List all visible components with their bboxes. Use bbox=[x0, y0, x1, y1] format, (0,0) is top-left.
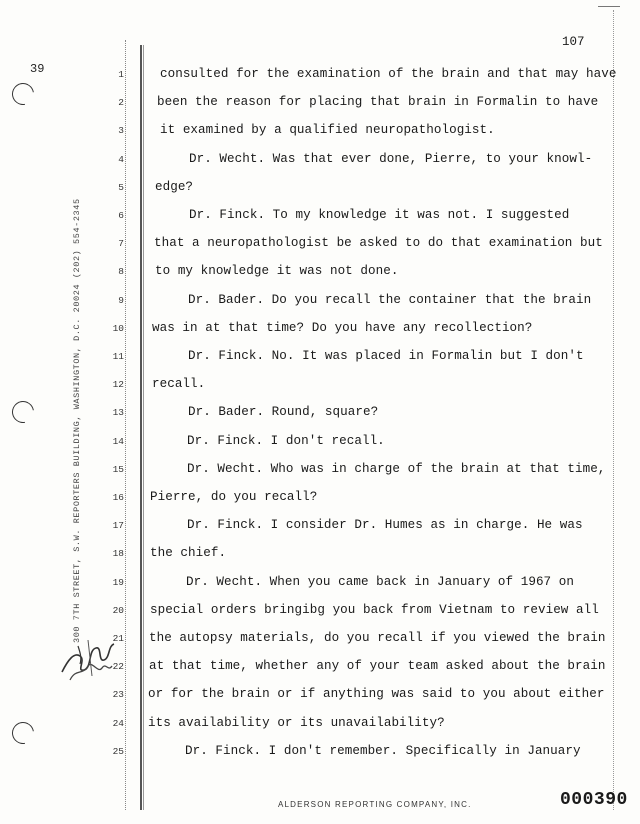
line-number: 23 bbox=[112, 689, 124, 701]
line-number: 1 bbox=[118, 69, 124, 80]
top-edge-mark bbox=[598, 6, 620, 7]
transcript-line: Dr. Finck. I don't recall. bbox=[187, 433, 385, 448]
right-margin-rule bbox=[613, 10, 614, 810]
line-number: 22 bbox=[112, 661, 124, 673]
line-number: 24 bbox=[112, 717, 124, 729]
line-number: 19 bbox=[112, 576, 124, 588]
line-number: 6 bbox=[118, 210, 124, 221]
line-number: 14 bbox=[112, 435, 124, 447]
line-number: 25 bbox=[112, 745, 124, 757]
page-number: 107 bbox=[562, 35, 585, 49]
transcript-line: it examined by a qualified neuropathologist. bbox=[160, 123, 495, 138]
transcript-line: Dr. Bader. Round, square? bbox=[188, 405, 379, 420]
line-number: 12 bbox=[112, 379, 124, 391]
line-number: 16 bbox=[112, 492, 124, 503]
transcript-line: consulted for the examination of the brain and that may have bbox=[160, 67, 617, 81]
line-number: 13 bbox=[112, 407, 124, 419]
transcript-line: Dr. Finck. I don't remember. Specifically in January bbox=[185, 743, 581, 758]
line-number: 3 bbox=[118, 125, 124, 137]
line-number: 2 bbox=[118, 97, 124, 109]
handwritten-initials bbox=[58, 632, 118, 688]
line-number: 20 bbox=[112, 604, 124, 616]
transcript-line: that a neuropathologist be asked to do that examination but bbox=[154, 236, 603, 251]
transcript-line: was in at that time? Do you have any recollection? bbox=[152, 320, 533, 335]
transcript-line: recall. bbox=[152, 377, 206, 392]
reporting-company-footer: ALDERSON REPORTING COMPANY, INC. bbox=[278, 800, 472, 809]
line-number: 15 bbox=[112, 463, 124, 475]
line-number: 9 bbox=[118, 294, 124, 306]
transcript-line: at that time, whether any of your team asked about the brain bbox=[149, 659, 606, 674]
margin-rule-solid bbox=[140, 45, 142, 810]
line-number: 17 bbox=[112, 520, 124, 532]
line-number: 11 bbox=[112, 351, 124, 362]
transcript-line: Dr. Wecht. Was that ever done, Pierre, to your knowl- bbox=[189, 151, 593, 166]
line-number: 4 bbox=[118, 153, 124, 165]
transcript-line: Dr. Finck. To my knowledge it was not. I suggested bbox=[189, 208, 570, 222]
transcript-line: its availability or its unavailability? bbox=[148, 715, 445, 730]
transcript-line: Pierre, do you recall? bbox=[150, 490, 318, 504]
transcript-line: edge? bbox=[155, 179, 194, 194]
transcript-line: the autopsy materials, do you recall if you viewed the brain bbox=[149, 631, 606, 645]
transcript-line: Dr. Finck. No. It was placed in Formalin but I don't bbox=[188, 349, 584, 363]
transcript-line: Dr. Finck. I consider Dr. Humes as in charge. He was bbox=[187, 518, 583, 533]
line-number: 7 bbox=[118, 238, 124, 250]
document-control-number: 000390 bbox=[560, 790, 628, 810]
punch-hole-top bbox=[8, 79, 39, 110]
transcript-line: been the reason for placing that brain in Formalin to have bbox=[157, 95, 599, 110]
margin-rule-dotted bbox=[125, 40, 126, 810]
punch-hole-bottom bbox=[8, 718, 39, 749]
line-number: 18 bbox=[112, 548, 124, 560]
transcript-line: Dr. Wecht. Who was in charge of the brain at that time, bbox=[187, 461, 606, 476]
line-number: 21 bbox=[112, 633, 124, 644]
transcript-line: special orders bringibg you back from Vietnam to review all bbox=[150, 602, 599, 617]
punch-hole-middle bbox=[8, 397, 39, 428]
line-number: 5 bbox=[118, 181, 124, 193]
margin-number: 39 bbox=[30, 62, 45, 76]
transcript-line: or for the brain or if anything was said to you about either bbox=[148, 687, 605, 702]
reporter-address-imprint: 300 7TH STREET, S.W. REPORTERS BUILDING, WASHINGTON, D.C. 20024 (202) 554-2345 bbox=[72, 198, 82, 643]
margin-rule-solid-secondary bbox=[143, 45, 144, 810]
transcript-line: to my knowledge it was not done. bbox=[155, 264, 399, 279]
line-number: 8 bbox=[118, 266, 124, 278]
transcript-line: Dr. Wecht. When you came back in January of 1967 on bbox=[186, 574, 574, 589]
transcript-line: Dr. Bader. Do you recall the container that the brain bbox=[188, 292, 592, 307]
transcript-line: the chief. bbox=[150, 546, 227, 561]
line-number: 10 bbox=[112, 322, 124, 334]
